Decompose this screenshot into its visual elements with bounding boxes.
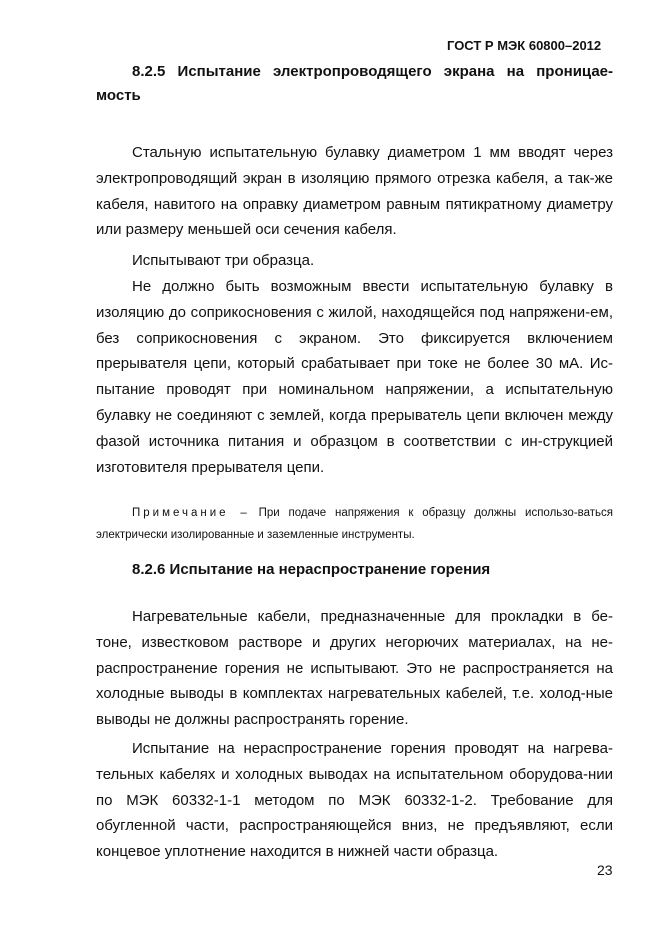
- section-number: 8.2.6: [132, 561, 166, 578]
- paragraph: Испытывают три образца.: [132, 252, 315, 269]
- note: [96, 502, 613, 546]
- paragraph: Стальную испытательную булавку диаметром 1 мм вводят через электропроводящий экран в изоляцию прямого отрезка кабеля, а так-же кабеля, навитого на оправку диаметром равным пятикратному диаметру или размеру меньшей оси сечения кабеля.: [96, 144, 613, 239]
- paragraph: Нагревательные кабели, предназначенные для прокладки в бе-тоне, известковом растворе и других негорючих материалах, на не-распространение горения не испытывают. Это не распространяется на холодные выводы в комплектах нагревательных кабелей, т.е. холод-ные выводы не должны распространять горение.: [96, 608, 613, 729]
- paragraph: Испытание на нераспространение горения проводят на нагрева-тельных кабелях и холодных выводах на испытательном оборудова-нии по МЭК 60332-1-1 методом по МЭК 60332-1-2. Требование для обугленной части, распространяющейся вниз, не предъявляют, если концевое уплотнение находится в нижней части образца.: [96, 740, 613, 861]
- section-number: 8.2.5: [132, 63, 166, 80]
- note-text: При подаче напряжения к образцу должны использо-ваться электрически изолированные и заземленные инструменты.: [96, 507, 614, 541]
- section-title: Испытание электропроводящего экрана на проницае-мость: [96, 63, 613, 104]
- note-label: Примечание –: [132, 507, 250, 519]
- section-heading-8-2-5: [96, 60, 613, 108]
- paragraph: Не должно быть возможным ввести испытательную булавку в изоляцию до соприкосновения с жилой, находящейся под напряжени-ем, без соприкосновения с экраном. Это фиксируется включением прерывателя цепи, который срабатывает при токе не более 30 мА. Ис-пытание проводят при номинальном напряжении, а испытательную булавку не соединяют с землей, когда прерыватель цепи включен между фазой источника питания и образцом в соответствии с ин-струкцией изготовителя прерывателя цепи.: [96, 278, 613, 476]
- section-heading-8-2-6: [96, 558, 613, 582]
- section-title: Испытание на нераспространение горения: [169, 561, 491, 578]
- page-number: 23: [597, 862, 613, 878]
- document-header-standard: ГОСТ Р МЭК 60800–2012: [447, 38, 602, 53]
